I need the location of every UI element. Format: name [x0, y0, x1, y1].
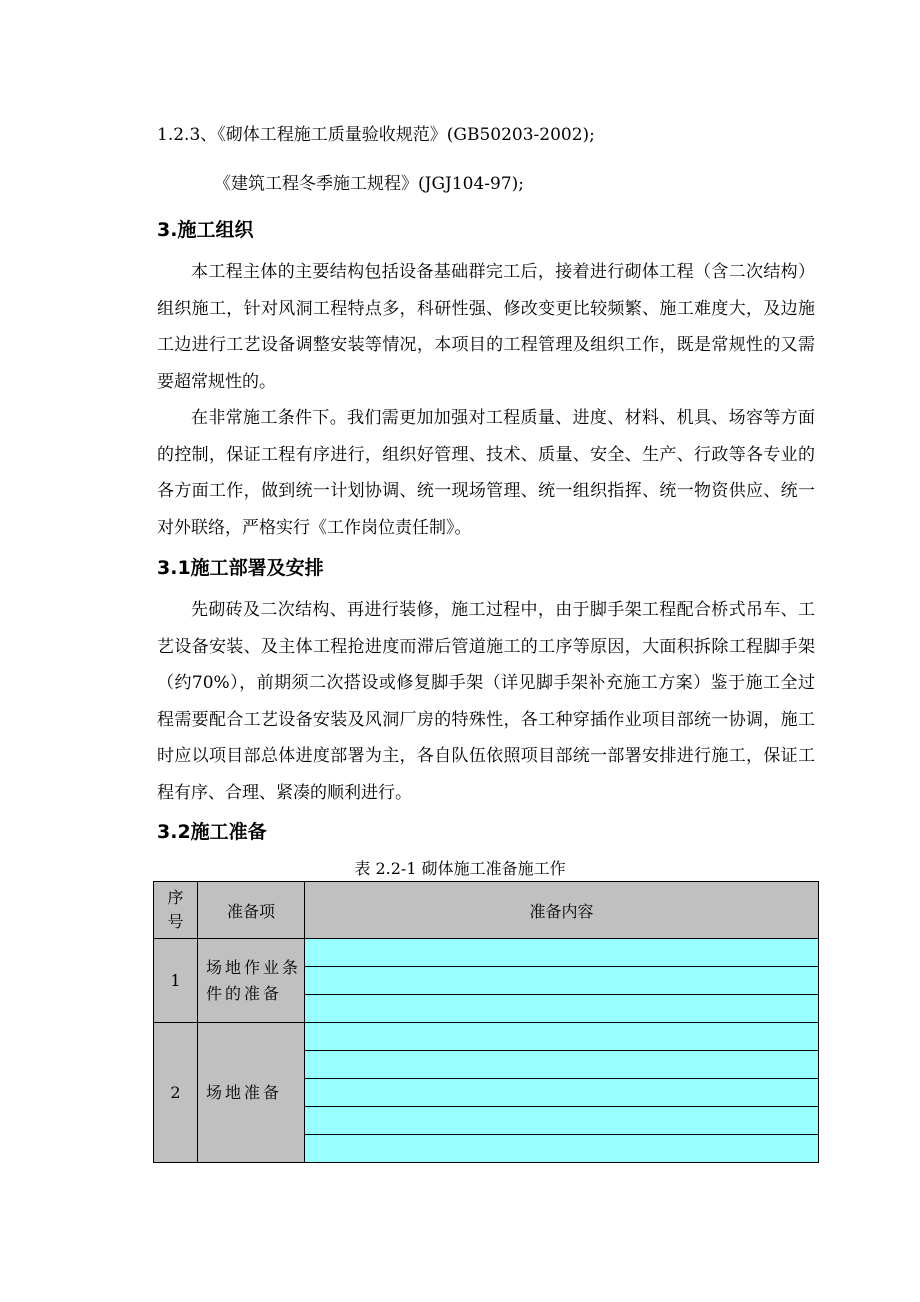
header-item: 准备项 [198, 882, 305, 939]
header-num-label: 序号 [167, 888, 184, 931]
row-1-content-cell [305, 967, 819, 995]
row-1-content-cell [305, 995, 819, 1023]
row-2-content-cell [305, 1135, 819, 1163]
row-2-content-cell [305, 1051, 819, 1079]
row-1-item: 场地作业条件的准备 [198, 939, 305, 1023]
row-1-content-cell [305, 939, 819, 967]
table-row [154, 1023, 819, 1051]
preparation-table [153, 881, 819, 1163]
row-2-content-cell [305, 1107, 819, 1135]
row-2-item: 场地准备 [198, 1023, 305, 1163]
row-1-num: 1 [154, 939, 198, 1023]
section-3-1-title: 3.1施工部署及安排 [157, 557, 324, 579]
section-3-title: 3.施工组织 [157, 219, 254, 241]
header-content: 准备内容 [305, 882, 819, 939]
section-3-paragraph-2: 在非常施工条件下。我们需更加加强对工程质量、进度、材料、机具、场容等方面的控制，保证工程有序进行，组织好管理、技术、质量、安全、生产、行政等各专业的各方面工作，做到统一计划协调、统一现场管理、统一组织指挥、统一物资供应、统一对外联络，严格实行《工作岗位责任制》。 [157, 408, 815, 538]
table-header-row [154, 882, 819, 939]
header-num [154, 882, 198, 939]
section-3-paragraph-1: 本工程主体的主要结构包括设备基础群完工后，接着进行砌体工程（含二次结构）组织施工，针对风洞工程特点多，科研性强、修改变更比较频繁、施工难度大，及边施工边进行工艺设备调整安装等情况，本项目的工程管理及组织工作，既是常规性的又需要超常规性的。 [157, 262, 815, 392]
section-3-1-paragraph: 先砌砖及二次结构、再进行装修，施工过程中，由于脚手架工程配合桥式吊车、工艺设备安装、及主体工程抢进度而滞后管道施工的工序等原因，大面积拆除工程脚手架（约70%），前期须二次搭设或修复脚手架（详见脚手架补充施工方案）鉴于施工全过程需要配合工艺设备安装及风洞厂房的特殊性，各工种穿插作业项目部统一协调，施工时应以项目部总体进度部署为主，各自队伍依照项目部统一部署安排进行施工，保证工程有序、合理、紧凑的顺利进行。 [157, 600, 815, 803]
row-2-content-cell [305, 1023, 819, 1051]
section-3-2-title: 3.2施工准备 [157, 821, 267, 843]
row-2-content-cell [305, 1079, 819, 1107]
table-caption: 表 2.2-1 砌体施工准备施工作 [354, 859, 566, 878]
table-row [154, 939, 819, 967]
reference-line-2: 《建筑工程冬季施工规程》(JGJ104-97); [214, 174, 525, 194]
row-2-num: 2 [154, 1023, 198, 1163]
reference-line-1: 1.2.3、《砌体工程施工质量验收规范》(GB50203-2002); [157, 125, 595, 145]
